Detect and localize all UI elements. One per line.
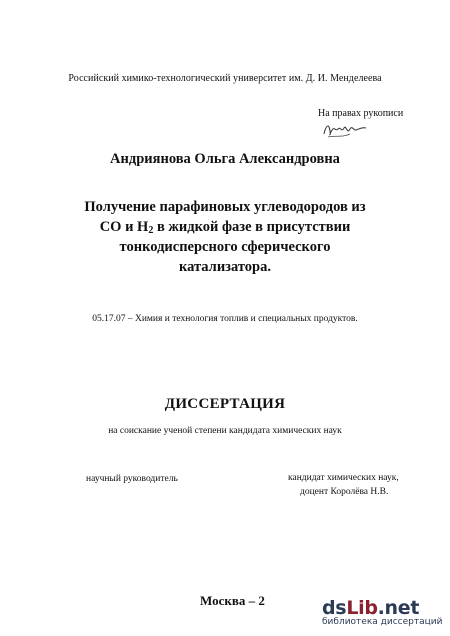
supervisor-name: доцент Королёва Н.В. xyxy=(300,487,389,497)
handwritten-signature xyxy=(320,119,368,141)
document-type: ДИССЕРТАЦИЯ xyxy=(164,396,286,412)
title-line-1: Получение парафиновых углеводородов из xyxy=(84,199,366,215)
degree-note: на соискание ученой степени кандидата химических наук xyxy=(108,426,342,436)
university-name: Российский химико-технологический университет им. Д. И. Менделеева xyxy=(68,73,382,84)
title-line-3: тонкодисперсного сферического xyxy=(119,239,331,255)
supervisor-info xyxy=(288,471,399,499)
city-year: Москва – 2 xyxy=(200,593,265,608)
title-line-4: катализатора. xyxy=(179,259,271,275)
dslib-logo: dsLib.net xyxy=(322,597,420,619)
dslib-watermark xyxy=(322,597,444,631)
supervisor-degree: кандидат химических наук, xyxy=(288,473,399,483)
supervisor-label: научный руководитель xyxy=(86,474,178,484)
dissertation-title xyxy=(0,197,450,277)
manuscript-note: На правах рукописи xyxy=(318,108,404,119)
dslib-subtitle: библиотека диссертаций xyxy=(322,617,443,627)
specialty-code: 05.17.07 – Химия и технология топлив и специальных продуктов. xyxy=(92,314,358,324)
title-line-2: СО и $Н_2$ в жидкой фазе в присутствии xyxy=(99,219,351,236)
author-name: Андриянова Ольга Александровна xyxy=(110,151,340,167)
